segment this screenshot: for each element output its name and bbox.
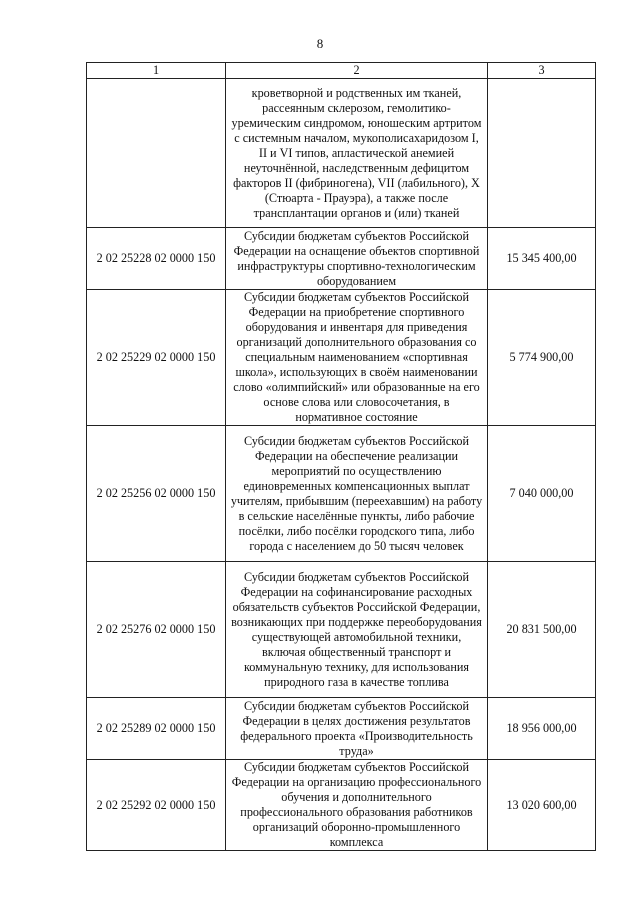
row-amount: 13 020 600,00 (488, 760, 596, 851)
column-header-2: 2 (226, 63, 488, 79)
column-header-1: 1 (87, 63, 226, 79)
table-row (87, 79, 596, 228)
row-amount: 20 831 500,00 (488, 562, 596, 698)
page-number: 8 (316, 36, 324, 51)
table-row (87, 562, 596, 698)
row-code: 2 02 25229 02 0000 150 (87, 290, 226, 426)
row-description: Субсидии бюджетам субъектов Российской Федерации на организацию профессионального обучения и дополнительного профессионального образования работников организаций оборонно-промышленного комплекса (226, 760, 488, 851)
row-amount (488, 79, 596, 228)
row-amount: 5 774 900,00 (488, 290, 596, 426)
row-code (87, 79, 226, 228)
row-code: 2 02 25289 02 0000 150 (87, 698, 226, 760)
row-description: кроветворной и родственных им тканей, рассеянным склерозом, гемолитико-уремическим синдромом, юношеским артритом с системным началом, мукополисахаридозом I, II и VI типов, апластической анемией неуточнённой, наследственным дефицитом факторов II (фибриногена), VII (лабильного), X (Стюарта - Прауэра), а также после трансплантации органов и (или) тканей (226, 79, 488, 228)
table-row (87, 698, 596, 760)
row-amount: 18 956 000,00 (488, 698, 596, 760)
row-description: Субсидии бюджетам субъектов Российской Федерации на обеспечение реализации мероприятий по осуществлению единовременных компенсационных выплат учителям, прибывшим (переехавшим) на работу в сельские населённые пункты, либо рабочие посёлки, либо посёлки городского типа, либо города с населением до 50 тысяч человек (226, 426, 488, 562)
row-code: 2 02 25256 02 0000 150 (87, 426, 226, 562)
column-header-3: 3 (488, 63, 596, 79)
table-row (87, 228, 596, 290)
row-description: Субсидии бюджетам субъектов Российской Федерации на софинансирование расходных обязательств субъектов Российской Федерации, возникающих при поддержке переоборудования существующей автомобильной техники, включая общественный транспорт и коммунальную технику, для использования природного газа в качестве топлива (226, 562, 488, 698)
table-row (87, 426, 596, 562)
row-description: Субсидии бюджетам субъектов Российской Федерации на оснащение объектов спортивной инфраструктуры спортивно-технологическим оборудованием (226, 228, 488, 290)
budget-table (86, 62, 596, 851)
table-row (87, 290, 596, 426)
table-header-row (87, 63, 596, 79)
row-amount: 7 040 000,00 (488, 426, 596, 562)
table-row (87, 760, 596, 851)
row-code: 2 02 25292 02 0000 150 (87, 760, 226, 851)
row-description: Субсидии бюджетам субъектов Российской Федерации в целях достижения результатов федерального проекта «Производительность труда» (226, 698, 488, 760)
row-code: 2 02 25276 02 0000 150 (87, 562, 226, 698)
row-amount: 15 345 400,00 (488, 228, 596, 290)
row-code: 2 02 25228 02 0000 150 (87, 228, 226, 290)
row-description: Субсидии бюджетам субъектов Российской Федерации на приобретение спортивного оборудования и инвентаря для приведения организаций дополнительного образования со специальным наименованием «спортивная школа», использующих в своём наименовании слово «олимпийский» или образованные на его основе слова или словосочетания, в нормативное состояние (226, 290, 488, 426)
